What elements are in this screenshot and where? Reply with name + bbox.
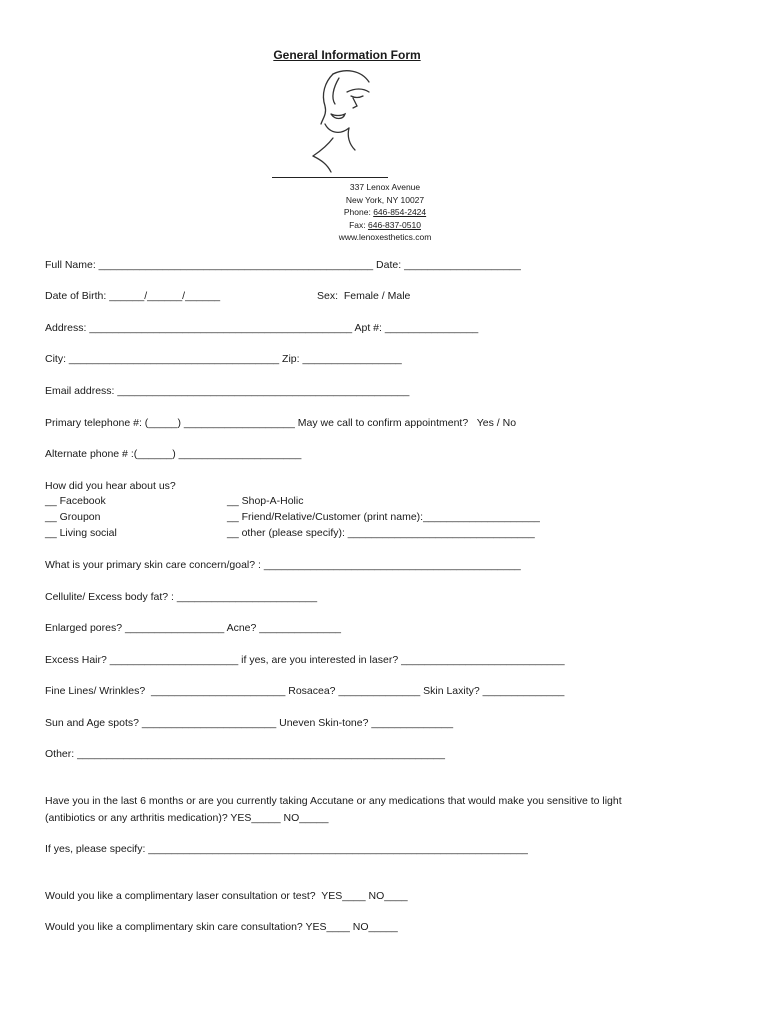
form-title: General Information Form xyxy=(273,48,421,62)
sex-field[interactable]: Sex: Female / Male xyxy=(317,290,411,302)
option-living-social[interactable]: __ Living social xyxy=(45,527,117,539)
address-field[interactable]: Address: _____________________________________________ Apt #: ________________ xyxy=(45,322,479,334)
skin-consult-field[interactable]: Would you like a complimentary skin care consultation? YES____ NO_____ xyxy=(45,921,398,933)
woman-face-sketch-icon xyxy=(303,66,383,176)
other-concern-field[interactable]: Other: _______________________________________________________________ xyxy=(45,748,445,760)
primary-phone-field[interactable]: Primary telephone #: (_____) ___________________ May we call to confirm appointment? Yes / No xyxy=(45,417,517,429)
full-name-field[interactable]: Full Name: _______________________________________________ Date: ____________________ xyxy=(45,259,521,271)
phone-line xyxy=(300,206,470,219)
laser-consult-field[interactable]: Would you like a complimentary laser consultation or test? YES____ NO____ xyxy=(45,890,408,902)
fax-line xyxy=(300,219,470,232)
option-friend-referral[interactable]: __ Friend/Relative/Customer (print name):____________________ xyxy=(227,511,540,523)
fax-number: 646-837-0510 xyxy=(367,219,421,230)
option-shop-a-holic[interactable]: __ Shop-A-Holic xyxy=(227,495,304,507)
business-address xyxy=(300,181,470,244)
alternate-phone-field[interactable]: Alternate phone # :(______) _____________________ xyxy=(45,448,302,460)
hear-about-question: How did you hear about us? xyxy=(45,480,176,492)
address-line-1: 337 Lenox Avenue xyxy=(349,182,421,192)
fax-label: Fax: xyxy=(349,219,368,230)
email-field[interactable]: Email address: __________________________________________________ xyxy=(45,385,410,397)
phone-label: Phone: xyxy=(343,207,374,218)
option-groupon[interactable]: __ Groupon xyxy=(45,511,101,523)
address-line-2: New York, NY 10027 xyxy=(345,194,425,205)
primary-concern-field[interactable]: What is your primary skin care concern/goal? : ____________________________________________ xyxy=(45,559,521,571)
medication-answer[interactable]: (antibiotics or any arthritis medication)? YES_____ NO_____ xyxy=(45,812,329,824)
fine-lines-field[interactable]: Fine Lines/ Wrinkles? _______________________ Rosacea? ______________ Skin Laxity? ______________ xyxy=(45,685,565,697)
option-facebook[interactable]: __ Facebook xyxy=(45,495,106,507)
excess-hair-field[interactable]: Excess Hair? ______________________ if yes, are you interested in laser? ____________________________ xyxy=(45,654,565,666)
option-other[interactable]: __ other (please specify): ________________________________ xyxy=(227,527,535,539)
pores-acne-field[interactable]: Enlarged pores? _________________ Acne? ______________ xyxy=(45,622,342,634)
logo-underline xyxy=(272,177,388,178)
medication-question: Have you in the last 6 months or are you currently taking Accutane or any medications that would make you sensitive to light xyxy=(45,795,622,807)
phone-number[interactable]: 646-854-2424 xyxy=(373,207,427,218)
cellulite-field[interactable]: Cellulite/ Excess body fat? : ________________________ xyxy=(45,591,318,603)
sun-spots-field[interactable]: Sun and Age spots? _______________________ Uneven Skin-tone? ______________ xyxy=(45,717,454,729)
medication-specify-field[interactable]: If yes, please specify: _________________________________________________________________ xyxy=(45,843,528,855)
website[interactable]: www.lenoxesthetics.com xyxy=(338,232,432,243)
dob-field[interactable]: Date of Birth: ______/______/______ xyxy=(45,290,221,302)
city-zip-field[interactable]: City: ____________________________________ Zip: _________________ xyxy=(45,353,402,365)
